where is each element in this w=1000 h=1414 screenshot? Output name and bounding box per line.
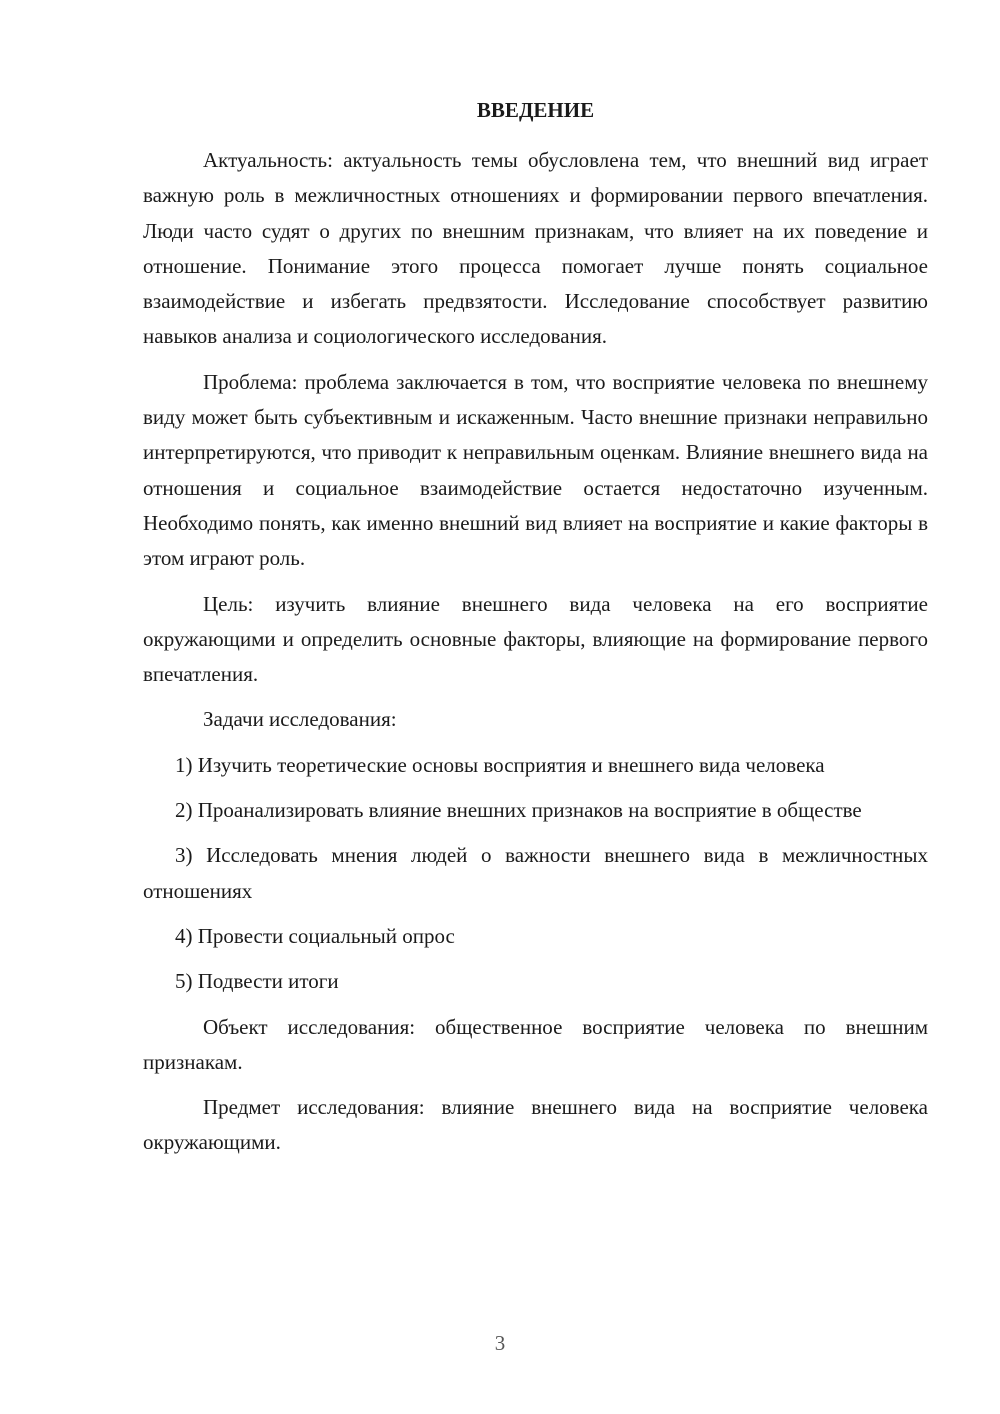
paragraph-subject: Предмет исследования: влияние внешнего вида на восприятие человека окружающими. xyxy=(143,1095,928,1155)
task-item-3: 3) Исследовать мнения людей о важности внешнего вида в межличностных отношениях xyxy=(143,843,928,903)
section-title: ВВЕДЕНИЕ xyxy=(476,98,595,122)
paragraph-problem: Проблема: проблема заключается в том, что восприятие человека по внешнему виду может быть субъективным и искаженным. Часто внешние признаки неправильно интерпретируются, что приводит к неправильным оценкам. Влияние внешнего вида на отношения и социальное взаимодействие остается недостаточно изученным. Необходимо понять, как именно внешний вид влияет на восприятие и какие факторы в этом играют роль. xyxy=(143,369,928,571)
task-item-5: 5) Подвести итоги xyxy=(175,969,339,994)
paragraph-actuality: Актуальность: актуальность темы обусловлена тем, что внешний вид играет важную роль в межличностных отношениях и формировании первого впечатления. Люди часто судят о других по внешним признакам, что влияет на их поведение и отношение. Понимание этого процесса помогает лучше понять социальное взаимодействие и избегать предвзятости. Исследование способствует развитию навыков анализа и социологического исследования. xyxy=(143,148,928,349)
tasks-heading: Задачи исследования: xyxy=(203,707,397,732)
paragraph-object: Объект исследования: общественное восприятие человека по внешним признакам. xyxy=(143,1014,928,1074)
document-page xyxy=(143,92,928,1171)
task-item-1: 1) Изучить теоретические основы восприятия и внешнего вида человека xyxy=(175,752,825,777)
task-item-4: 4) Провести социальный опрос xyxy=(175,923,455,948)
task-item-2: 2) Проанализировать влияние внешних признаков на восприятие в обществе xyxy=(175,798,862,823)
paragraph-goal: Цель: изучить влияние внешнего вида человека на его восприятие окружающими и определить основные факторы, влияющие на формирование первого впечатления. xyxy=(143,591,928,687)
page-number: 3 xyxy=(494,1331,506,1355)
